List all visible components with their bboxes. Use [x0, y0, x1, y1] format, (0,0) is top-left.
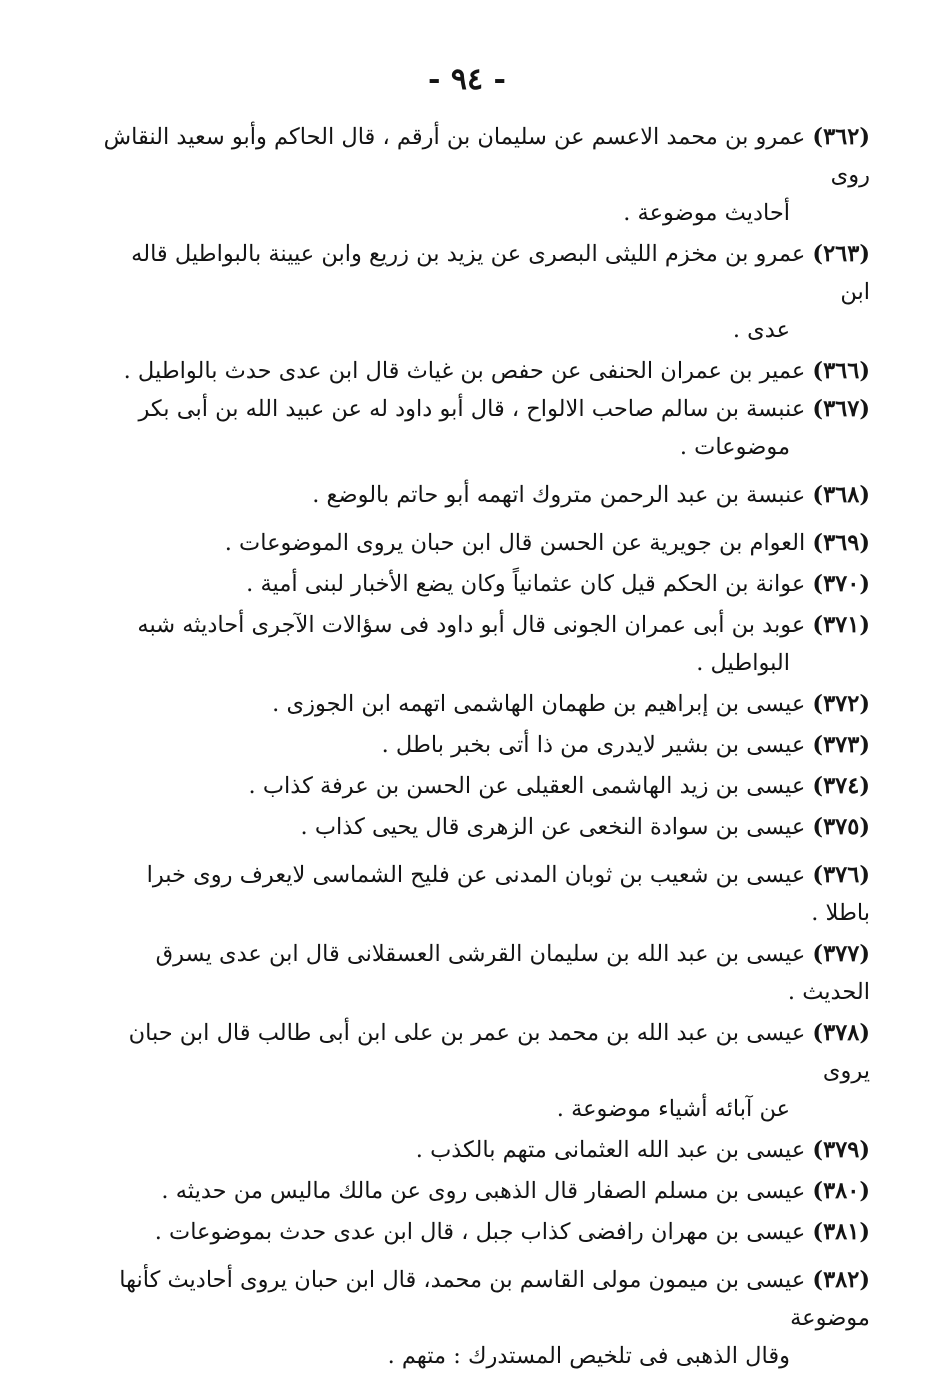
entry-number: (٣٧٧) [812, 941, 870, 967]
entry-text: عنبسة بن سالم صاحب الالواح ، قال أبو داود له عن عبيد الله بن أبى بكر [138, 396, 806, 422]
list-item [98, 1261, 870, 1375]
entry-number: (٣٧٥) [812, 814, 870, 840]
entry-number: (٢٦٣) [812, 241, 870, 267]
entry-continuation: عدى . [732, 317, 790, 343]
entry-number: (٣٧٩) [812, 1137, 870, 1163]
entry-text: عوانة بن الحكم قيل كان عثمانياً وكان يضع الأخبار لبنى أمية . [246, 571, 806, 597]
entry-text: عيسى بن بشير لايدرى من ذا أتى بخبر باطل . [381, 732, 806, 758]
list-item [98, 767, 870, 805]
entry-continuation: عن آبائه أشياء موضوعة . [556, 1096, 790, 1122]
entry-continuation: البواطيل . [696, 650, 790, 676]
entry-text: عنبسة بن عبد الرحمن متروك اتهمه أبو حاتم بالوضع . [312, 482, 806, 508]
list-item [98, 606, 870, 682]
entry-text: عيسى بن عبد الله العثمانى متهم بالكذب . [415, 1137, 806, 1163]
entry-number: (٣٦٧) [812, 396, 870, 422]
entry-number: (٣٧٠) [812, 571, 870, 597]
list-item [98, 1131, 870, 1169]
entry-text: عيسى بن عبد الله بن سليمان القرشى العسقلانى قال ابن عدى يسرق الحديث . [155, 941, 870, 1005]
entry-continuation: وقال الذهبى فى تلخيص المستدرك : متهم . [387, 1343, 790, 1369]
entry-number: (٣٨٢) [812, 1267, 870, 1293]
entry-text: عيسى بن إبراهيم بن طهمان الهاشمى اتهمه ابن الجوزى . [272, 691, 806, 717]
list-item [98, 685, 870, 723]
entry-text: عمرو بن مخزم الليثى البصرى عن يزيد بن زريع وابن عيينة بالبواطيل قاله ابن [131, 241, 870, 305]
entry-text: عيسى بن سوادة النخعى عن الزهرى قال يحيى كذاب . [300, 814, 806, 840]
list-item [98, 856, 870, 932]
page-number: - ٩٤ - [427, 62, 507, 97]
entry-number: (٣٧٤) [812, 773, 870, 799]
entry-number: (٣٦٩) [812, 530, 870, 556]
entry-text: عيسى بن شعيب بن ثوبان المدنى عن فليح الشماسى لايعرف روى خبرا باطلا . [146, 862, 870, 926]
entry-continuation: موضوعات . [679, 434, 790, 460]
entry-text: عيسى بن مهران رافضى كذاب جبل ، قال ابن عدى حدث بموضوعات . [154, 1219, 806, 1245]
list-item [98, 235, 870, 349]
entry-list [98, 118, 870, 1375]
entry-number: (٣٦٢) [812, 124, 870, 150]
entry-number: (٣٨١) [812, 1219, 870, 1245]
list-item [98, 476, 870, 514]
entry-number: (٣٧٨) [812, 1020, 870, 1046]
entry-text: عيسى بن زيد الهاشمى العقيلى عن الحسن بن عرفة كذاب . [248, 773, 806, 799]
entry-text: عيسى بن عبد الله بن محمد بن عمر بن على ابن أبى طالب قال ابن حبان يروى [128, 1020, 870, 1084]
list-item [98, 524, 870, 562]
entry-text: عمير بن عمران الحنفى عن حفص بن غياث قال ابن عدى حدث بالواطيل . [123, 358, 806, 384]
list-item [98, 1213, 870, 1251]
list-item [98, 1014, 870, 1128]
list-item [98, 565, 870, 603]
entry-number: (٣٦٨) [812, 482, 870, 508]
entry-text: عيسى بن ميمون مولى القاسم بن محمد، قال ابن حبان يروى أحاديث كأنها موضوعة [119, 1267, 870, 1331]
list-item [98, 935, 870, 1011]
entry-text: العوام بن جويرية عن الحسن قال ابن حبان يروى الموضوعات . [224, 530, 806, 556]
list-item [98, 390, 870, 466]
entry-number: (٣٧١) [812, 612, 870, 638]
entry-number: (٣٧٦) [812, 862, 870, 888]
entry-number: (٣٦٦) [812, 358, 870, 384]
entry-continuation: أحاديث موضوعة . [623, 200, 790, 226]
entry-number: (٣٨٠) [812, 1178, 870, 1204]
entry-text: عوبد بن أبى عمران الجونى قال أبو داود فى سؤالات الآجرى أحاديثه شبه [137, 612, 806, 638]
list-item [98, 1172, 870, 1210]
entry-number: (٣٧٢) [812, 691, 870, 717]
entry-text: عمرو بن محمد الاعسم عن سليمان بن أرقم ، قال الحاكم وأبو سعيد النقاش روى [103, 124, 870, 188]
list-item [98, 808, 870, 846]
entry-number: (٣٧٣) [812, 732, 870, 758]
list-item [98, 726, 870, 764]
entry-text: عيسى بن مسلم الصفار قال الذهبى روى عن مالك ماليس من حديثه . [161, 1178, 806, 1204]
list-item [98, 352, 870, 390]
list-item [98, 118, 870, 232]
